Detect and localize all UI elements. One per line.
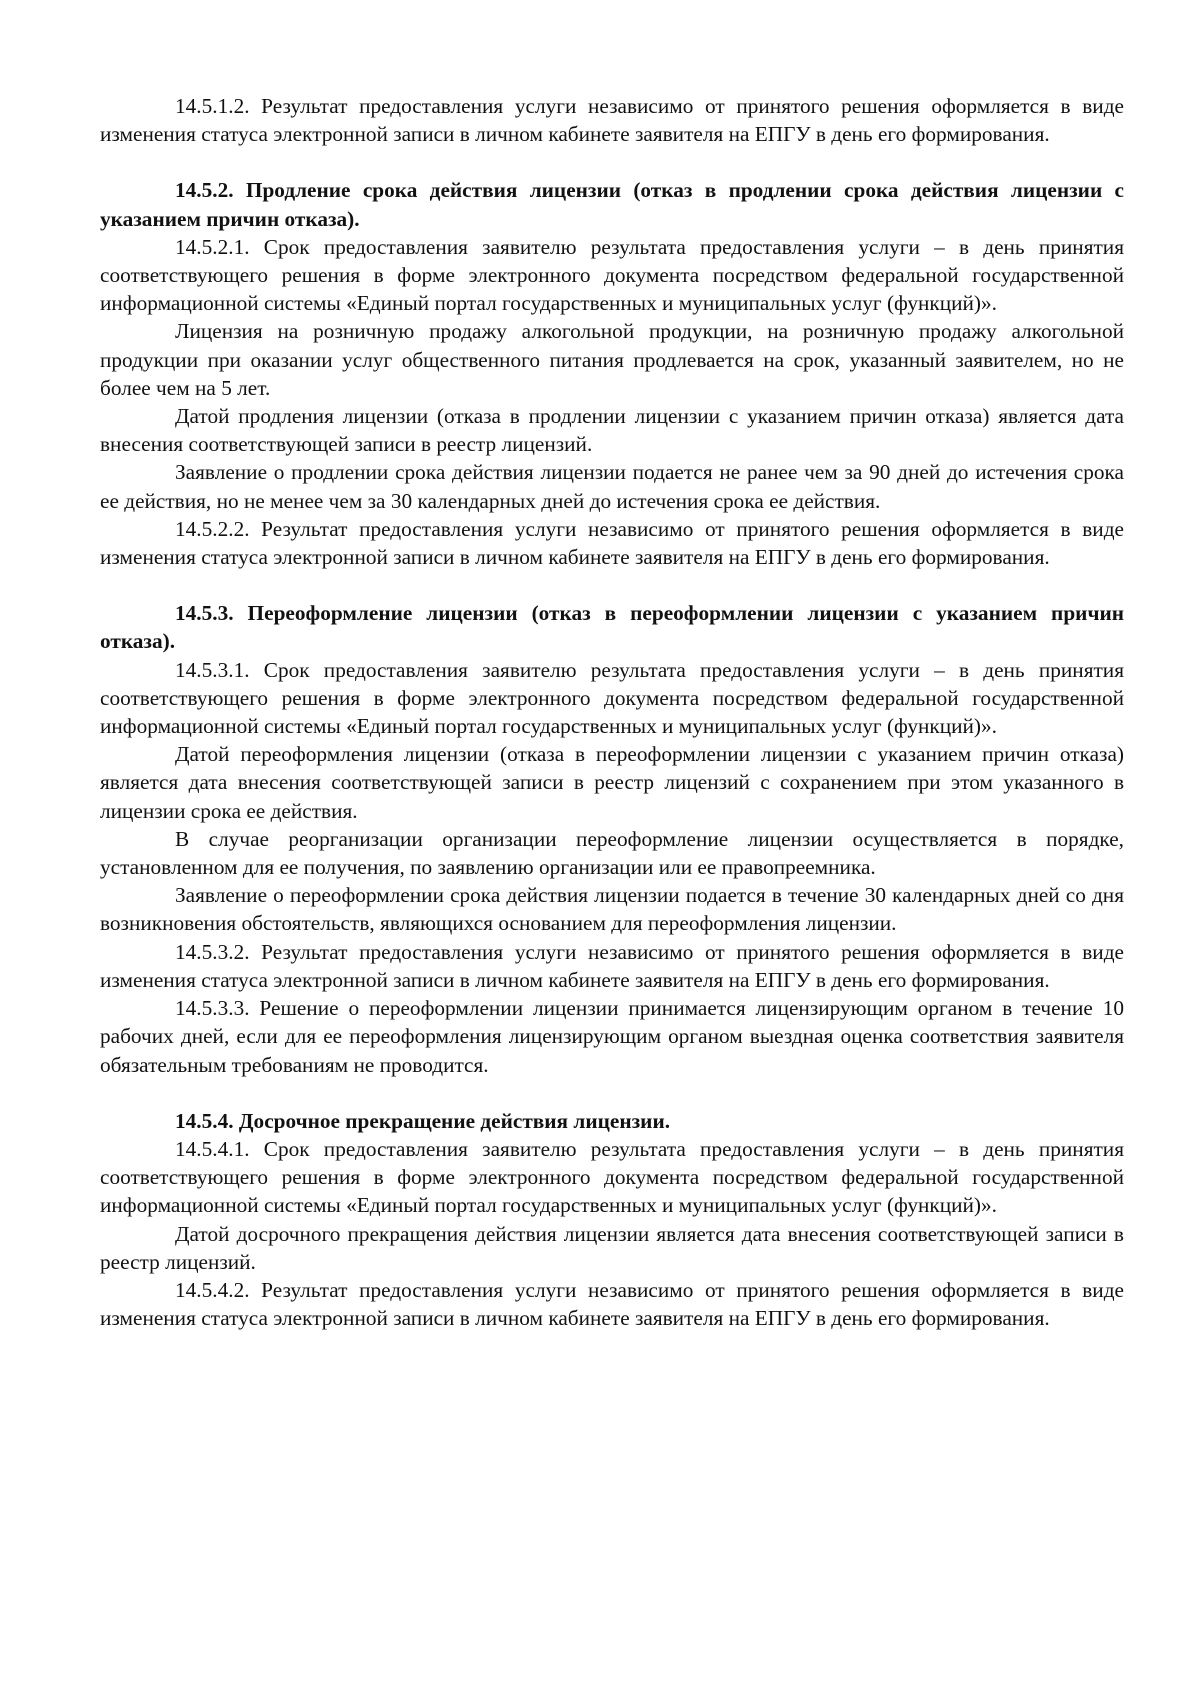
paragraph-reissue-application: Заявление о переоформлении срока действия лицензии подается в течение 30 календарных дней со дня возникновения обстоятельств, являющихся основанием для переоформления лицензии.: [100, 883, 1124, 936]
paragraph-14-5-3-3: 14.5.3.3. Решение о переоформлении лицензии принимается лицензирующим органом в течение 10 рабочих дней, если для ее переоформления лицензирующим органом выездная оценка соответствия заявителя обязательным требованиям не проводится.: [100, 996, 1124, 1077]
section-heading-14-5-2: 14.5.2. Продление срока действия лицензии (отказ в продлении срока действия лицензии с указанием причин отказа).: [100, 178, 1124, 231]
paragraph-14-5-4-1: 14.5.4.1. Срок предоставления заявителю результата предоставления услуги – в день принятия соответствующего решения в форме электронного документа посредством федеральной государственной информационной системы «Единый портал государственных и муниципальных услуг (функций)».: [100, 1136, 1124, 1218]
paragraph-reorganization: В случае реорганизации организации переоформление лицензии осуществляется в порядке, установленном для ее получения, по заявлению организации или ее правопреемника.: [100, 826, 1124, 880]
paragraph-early-termination-date: Датой досрочного прекращения действия лицензии является дата внесения соответствующей записи в реестр лицензий.: [100, 1221, 1124, 1274]
paragraph-14-5-2-1: 14.5.2.1. Срок предоставления заявителю результата предоставления услуги – в день принятия соответствующего решения в форме электронного документа посредством федеральной государственной информационной системы «Единый портал государственных и муниципальных услуг (функций)».: [100, 234, 1124, 316]
section-heading-14-5-3: 14.5.3. Переоформление лицензии (отказ в переоформлении лицензии с указанием причин отказа).: [100, 601, 1124, 654]
paragraph-license-extension-term: Лицензия на розничную продажу алкогольной продукции, на розничную продажу алкогольной продукции при оказании услуг общественного питания продлевается на срок, указанный заявителем, но не более чем на 5 лет.: [100, 319, 1124, 400]
paragraph-14-5-1-2: 14.5.1.2. Результат предоставления услуги независимо от принятого решения оформляется в виде изменения статуса электронной записи в личном кабинете заявителя на ЕПГУ в день его формирования.: [100, 94, 1124, 147]
paragraph-extension-date: Датой продления лицензии (отказа в продлении лицензии с указанием причин отказа) является дата внесения соответствующей записи в реестр лицензий.: [100, 404, 1124, 457]
paragraph-14-5-3-1: 14.5.3.1. Срок предоставления заявителю результата предоставления услуги – в день принятия соответствующего решения в форме электронного документа посредством федеральной государственной информационной системы «Единый портал государственных и муниципальных услуг (функций)».: [100, 657, 1124, 739]
paragraph-14-5-4-2: 14.5.4.2. Результат предоставления услуги независимо от принятого решения оформляется в виде изменения статуса электронной записи в личном кабинете заявителя на ЕПГУ в день его формирования.: [100, 1277, 1124, 1331]
paragraph-reissue-date: Датой переоформления лицензии (отказа в переоформлении лицензии с указанием причин отказа) является дата внесения соответствующей записи в реестр лицензий с сохранением при этом указанного в лицензии срока ее действия.: [100, 742, 1124, 823]
section-heading-14-5-4: 14.5.4. Досрочное прекращение действия лицензии.: [175, 1108, 671, 1133]
paragraph-extension-application: Заявление о продлении срока действия лицензии подается не ранее чем за 90 дней до истечения срока ее действия, но не менее чем за 30 календарных дней до истечения срока ее действия.: [100, 460, 1124, 513]
paragraph-14-5-2-2: 14.5.2.2. Результат предоставления услуги независимо от принятого решения оформляется в виде изменения статуса электронной записи в личном кабинете заявителя на ЕПГУ в день его формирования.: [100, 516, 1124, 570]
paragraph-14-5-3-2: 14.5.3.2. Результат предоставления услуги независимо от принятого решения оформляется в виде изменения статуса электронной записи в личном кабинете заявителя на ЕПГУ в день его формирования.: [100, 939, 1124, 992]
